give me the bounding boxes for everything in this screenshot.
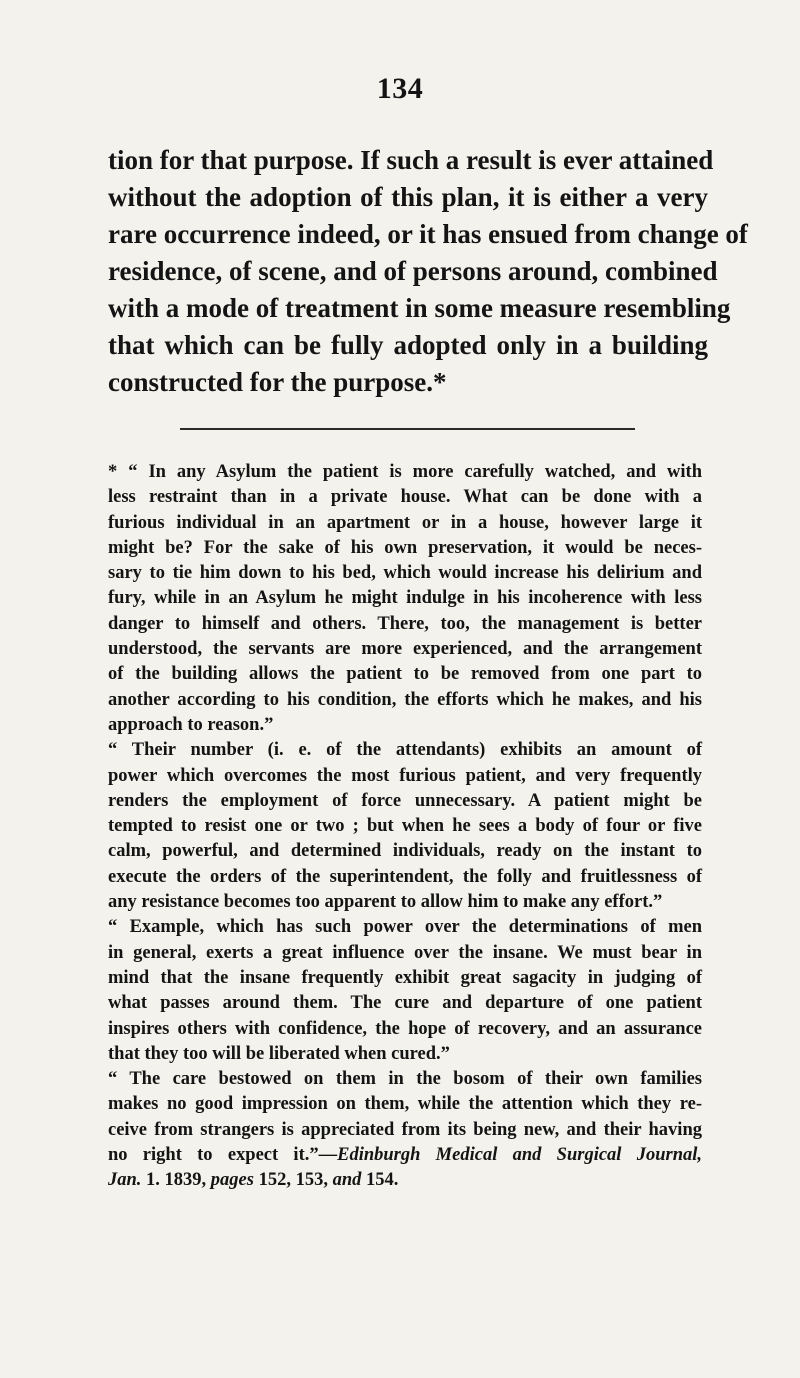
text-line: constructed for the purpose.* [108,367,447,397]
citation-date: 1. 1839, [141,1170,211,1191]
citation-line [108,1143,702,1168]
citation-last-page: 154. [361,1170,399,1191]
footnote [108,460,702,1194]
footnote-line: another according to his condition, the efforts which he makes, and his [108,689,702,710]
footnote-line: what passes around them. The cure and departure of one patient [108,993,702,1014]
footnote-line: “ The care bestowed on them in the bosom of their own families [108,1069,702,1090]
footnote-line: in general, exerts a great influence over the insane. We must bear in [108,942,702,963]
footnote-line: renders the employment of force unnecessary. A patient might be [108,790,702,811]
footnote-line: that they too will be liberated when cured.” [108,1043,450,1064]
citation-line [108,1168,702,1193]
footnote-line: fury, while in an Asylum he might indulge in his incoherence with less [108,588,702,609]
footnote-line: approach to reason.” [108,714,274,735]
footnote-line: “ Their number (i. e. of the attendants) exhibits an amount of [108,740,702,761]
footnote-line: “ Example, which has such power over the determinations of men [108,917,702,938]
footnote-divider [180,428,635,430]
citation-pages: 152, 153, [253,1170,333,1191]
text-line: rare occurrence indeed, or it has ensued from change of [108,219,748,249]
footnote-line: sary to tie him down to his bed, which would increase his delirium and [108,563,702,584]
citation-and-word: and [332,1170,362,1191]
citation-month: Jan. [108,1170,142,1191]
footnote-line: might be? For the sake of his own preservation, it would be neces- [108,537,702,558]
text-line: residence, of scene, and of persons around, combined [108,256,718,286]
main-paragraph [108,142,748,401]
footnote-line: any resistance becomes too apparent to allow him to make any effort.” [108,892,663,913]
footnote-line: makes no good impression on them, while the attention which they re- [108,1094,702,1115]
footnote-line: execute the orders of the superintendent, the folly and fruitlessness of [108,866,702,887]
footnote-line: less restraint than in a private house. What can be done with a [108,487,702,508]
citation-lead: no right to expect it.”— [108,1145,338,1166]
footnote-line: * “ In any Asylum the patient is more carefully watched, and with [108,462,702,482]
footnote-line: understood, the servants are more experienced, and the arrangement [108,639,702,660]
footnote-line: of the building allows the patient to be removed from one part to [108,664,702,685]
text-line: tion for that purpose. If such a result is ever attained [108,145,714,175]
text-line: that which can be fully adopted only in a building [108,330,708,360]
page-number: 134 [376,72,424,105]
footnote-line: furious individual in an apartment or in a house, however large it [108,512,702,533]
text-line: with a mode of treatment in some measure resembling [108,293,731,323]
footnote-line: mind that the insane frequently exhibit great sagacity in judging of [108,967,702,988]
footnote-line: calm, powerful, and determined individuals, ready on the instant to [108,841,702,862]
footnote-line: tempted to resist one or two ; but when he sees a body of four or five [108,816,702,837]
citation-pages-word: pages [210,1170,254,1191]
footnote-line: inspires others with confidence, the hope of recovery, and an assurance [108,1018,702,1039]
footnote-line: danger to himself and others. There, too, the management is better [108,613,702,634]
footnote-line: ceive from strangers is appreciated from its being new, and their having [108,1119,702,1140]
text-line: without the adoption of this plan, it is either a very [108,182,708,212]
footnote-line: power which overcomes the most furious patient, and very frequently [108,765,702,786]
citation-journal: Edinburgh Medical and Surgical Journal, [337,1145,702,1166]
